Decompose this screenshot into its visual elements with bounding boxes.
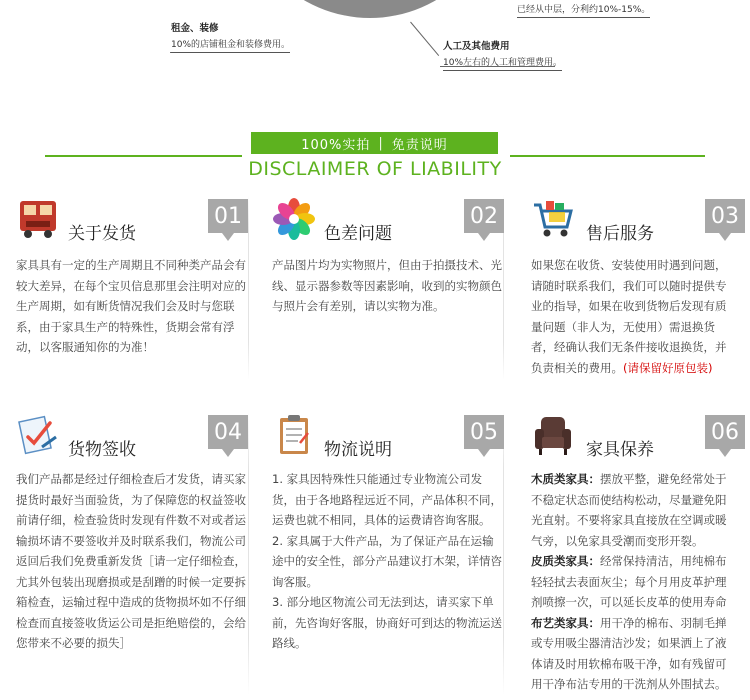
note-rent-desc: 10%的店铺租金和装修费用。 <box>171 37 290 53</box>
note-fragment-text: 已经从中层，分利约10%-15%。 <box>517 2 650 18</box>
header-line-left <box>45 155 242 157</box>
care-section <box>531 613 735 695</box>
note-rent-title: 租金、装修 <box>171 23 219 34</box>
card-body <box>16 255 248 358</box>
card-number-badge: 03 <box>705 199 745 233</box>
card-color-difference <box>272 197 504 387</box>
divider <box>248 410 249 695</box>
card-text: 我们产品都是经过仔细检查后才发货，请买家提货时最好当面验货，为了保障您的权益签收前请仔细，检查验货时发现有件数不对或者运输损坏请不要签收并及时联系我们，物流公司返回后我们免费重新发货［请一定仔细检查，尤其外包装出现磨损或是刮蹭的时候一定要拆箱检查，运输过程中造成的货物损坏如不仔细检查而直接签收货运公司是拒绝赔偿的，会给您带来不必要的损失］ <box>16 472 246 650</box>
care-text: 用干净的棉布、羽制毛掸或专用吸尘器清洁沙发；如果洒上了液体请及时用软棉布吸干净，如有残留可用干净布沾专用的干洗剂从外围拭去。 <box>531 615 727 691</box>
card-text: 如果您在收货、安装使用时遇到问题，请随时联系我们，我们可以随时提供专业的指导，如果在收到货物后发现有质量问题（非人为，无使用）需退换货者，经确认我们无条件接收退换货，并负责相关的费用。 <box>531 258 727 375</box>
clipboard-icon <box>272 413 316 457</box>
card-note: (请保留好原包装) <box>623 360 713 375</box>
shopping-cart-icon <box>531 197 575 241</box>
card-signing <box>16 413 248 700</box>
banner-right-text: 免责说明 <box>391 137 448 153</box>
banner-left-text: 100%实拍 <box>301 137 371 153</box>
delivery-truck-icon <box>16 197 60 241</box>
note-fragment <box>517 2 650 18</box>
card-number-badge: 02 <box>464 199 504 233</box>
care-label: 布艺类家具： <box>531 615 600 630</box>
armchair-icon <box>531 413 575 457</box>
card-delivery <box>16 197 248 387</box>
card-logistics <box>272 413 504 700</box>
card-number-badge: 06 <box>705 415 745 449</box>
card-body <box>531 255 735 378</box>
logistics-item: 3. 部分地区物流公司无法到达，请买家下单前，先咨询好客服，协商好可到达的物流运送路线。 <box>272 595 502 650</box>
card-body <box>531 469 735 695</box>
logistics-item: 2. 家具属于大件产品，为了保证产品在运输途中的安全性，部分产品建议打木架，详情咨询客服。 <box>272 533 502 589</box>
color-flower-icon <box>272 197 316 241</box>
note-rent <box>171 20 290 53</box>
signed-document-icon <box>16 413 60 457</box>
card-title: 家具保养 <box>586 440 654 460</box>
card-title: 色差问题 <box>324 224 392 244</box>
care-section <box>531 551 735 613</box>
care-label: 皮质类家具： <box>531 554 600 568</box>
care-text: 摆放平整，避免经常处于不稳定状态而使结构松动，尽量避免阳光直射。不要将家具直接放在空调或暖气旁，以免家具受潮而变形开裂。 <box>531 472 727 548</box>
section-banner: 100%实拍 | 免责说明 <box>251 132 498 154</box>
card-title: 货物签收 <box>68 440 136 460</box>
card-title: 物流说明 <box>324 440 392 460</box>
care-section <box>531 469 735 551</box>
card-body <box>272 469 504 654</box>
note-labor-title: 人工及其他费用 <box>443 41 510 52</box>
card-title: 关于发货 <box>68 224 136 244</box>
divider <box>248 195 249 380</box>
care-text: 经常保持清洁，用纯棉布轻轻拭去表面灰尘；每个月用皮革护理剂喷擦一次，可以延长皮革的使用寿命 <box>531 554 727 609</box>
logistics-item: 1. 家具因特殊性只能通过专业物流公司发货，由于各地路程远近不同，产品体积不同，运费也就不相同，具体的运费请咨询客服。 <box>272 472 502 527</box>
card-body <box>16 469 248 654</box>
card-maintenance <box>531 413 739 700</box>
card-number-badge: 04 <box>208 415 248 449</box>
leader-line-diagonal <box>410 22 439 56</box>
card-after-sales <box>531 197 739 387</box>
card-title: 售后服务 <box>586 224 654 244</box>
note-labor-desc: 10%左右的人工和管理费用。 <box>443 55 562 71</box>
card-text: 产品图片均为实物照片，但由于拍摄技术、光线、显示器参数等因素影响，收到的实物颜色与照片会有差别，请以实物为准。 <box>272 258 502 313</box>
care-label: 木质类家具： <box>531 472 600 486</box>
header-line-right <box>510 155 705 157</box>
cost-pie-chart <box>235 0 505 18</box>
card-number-badge: 05 <box>464 415 504 449</box>
disclaimer-title: DISCLAIMER OF LIABILITY <box>248 158 502 180</box>
card-body <box>272 255 504 317</box>
note-labor <box>443 38 562 71</box>
card-text: 家具具有一定的生产周期且不同种类产品会有较大差异，在每个宝贝信息那里会注明对应的生产周期，如有断货情况我们会及时与您联系，由于家具生产的特殊性，货期会常有浮动，以客服通知你的为准！ <box>16 258 246 354</box>
card-number-badge: 01 <box>208 199 248 233</box>
